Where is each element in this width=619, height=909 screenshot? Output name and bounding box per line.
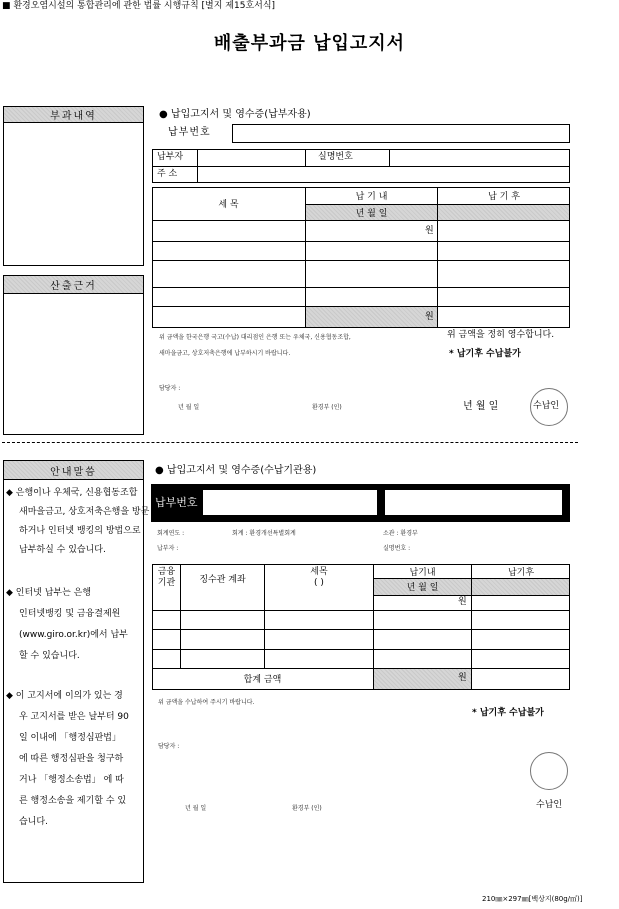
guide-bullet-1: ◆ 은행이나 우체국, 신용협동조합 새마을금고, 상호저축은행을 방문 하거나 인터넷 뱅킹의 방법으로 납부하실 수 있습니다. — [6, 488, 150, 555]
bank-ministry-sign: 환경부 (인) — [292, 805, 322, 812]
payer-receipt-stamp: 수납인 — [533, 401, 560, 411]
bank-payment-no-field-2[interactable] — [385, 490, 562, 515]
item-header: 세 목 — [218, 200, 239, 210]
after-due-header: 납 기 후 — [488, 192, 520, 202]
bank-payment-no-label: 납부번호 — [155, 496, 198, 509]
page-title: 배출부과금 납입고지서 — [213, 33, 406, 54]
levy-details-box — [3, 106, 144, 266]
guide-bullet-3: ◆ 이 고지서에 이의가 있는 경 우 고지서를 받은 날부터 90 일 이내에 「행정심판법」 에 따른 행정심판을 청구하 거나 「행정소송법」 에 따 른 행정소송을 제기할 수 있 습니다. — [6, 691, 129, 827]
calc-basis-label: 산출근거 — [4, 276, 143, 294]
payer-payment-no-label: 납부번호 — [168, 127, 211, 138]
payer-ministry-sign: 환경부 (인) — [312, 404, 342, 411]
won-unit: 원 — [425, 226, 434, 236]
levy-details-label: 부과내역 — [4, 107, 143, 123]
bank-payer: 납부자 : — [157, 545, 179, 552]
bank-won-total-unit: 원 — [458, 673, 467, 683]
guide-bullet-2: ◆ 인터넷 납부는 은행 인터넷뱅킹 및 금융결제원 (www.giro.or.kr)에서 납부 할 수 있습니다. — [6, 588, 128, 661]
payer-date-sign: 년 월 일 — [178, 404, 200, 411]
real-name-label: 실명번호 — [318, 152, 353, 162]
account-name: 회계 : 환경개선특별회계 — [232, 530, 296, 537]
payer-label: 납부자 — [157, 152, 184, 162]
payer-officer-label: 담당자 : — [159, 385, 181, 392]
fiscal-year: 회계연도 : — [157, 530, 185, 537]
col-account: 징수관 계좌 — [199, 574, 246, 585]
bank-note: 위 금액을 수납하여 주시기 바랍니다. — [158, 699, 255, 706]
payer-note-2: 새마을금고, 상호저축은행에 납부하시기 바랍니다. — [159, 350, 291, 357]
payer-note-1: 위 금액을 한국은행 국고(수납) 대리점인 은행 또는 우체국, 신용협동조합, — [159, 334, 351, 341]
payer-section-heading: ● 납입고지서 및 영수증(납부자용) — [159, 109, 311, 120]
bank-date-header: 년 월 일 — [406, 583, 439, 593]
payer-payment-no-field[interactable] — [232, 124, 570, 143]
before-due-header: 납 기 내 — [355, 192, 388, 202]
bank-receipt-stamp: 수납인 — [536, 800, 563, 810]
jurisdiction: 소관 : 환경부 — [383, 530, 418, 537]
bank-real-name: 실명번호 : — [383, 545, 411, 552]
bank-officer-label: 담당자 : — [158, 743, 180, 750]
form-code: ■ 환경오염시설의 통합관리에 관한 법률 시행규칙 [별지 제15호서식] — [2, 1, 276, 11]
bank-payment-no-field-1[interactable] — [203, 490, 377, 515]
receipt-text: 위 금액을 정히 영수합니다. — [447, 330, 555, 340]
calc-basis-box — [3, 275, 144, 435]
payer-receipt-date: 년 월 일 — [463, 401, 499, 412]
bank-section-heading: ● 납입고지서 및 영수증(수납기관용) — [155, 465, 317, 476]
bank-late-notice: * 납기후 수납불가 — [472, 708, 544, 718]
cut-line — [2, 442, 578, 443]
bank-date-sign: 년 월 일 — [185, 805, 207, 812]
won-total-unit: 원 — [425, 312, 434, 322]
col-item: 세목 ( ) — [310, 567, 328, 588]
col-fin-inst: 금융 기관 — [157, 567, 176, 588]
col-before-due: 납기내 — [409, 567, 436, 578]
bank-receipt-stamp-circle — [530, 752, 568, 790]
address-label: 주 소 — [157, 169, 178, 179]
total-cell-shade — [306, 306, 437, 327]
payer-late-notice: * 납기후 수납불가 — [449, 349, 521, 359]
total-label: 합계 금액 — [243, 675, 282, 685]
guide-label: 안내말씀 — [4, 461, 143, 480]
date-header: 년 월 일 — [355, 208, 388, 219]
bank-won-unit: 원 — [458, 597, 467, 607]
paper-size: 210㎜×297㎜[백상지(80g/㎡)] — [482, 895, 583, 903]
col-after-due: 납기후 — [507, 567, 535, 578]
